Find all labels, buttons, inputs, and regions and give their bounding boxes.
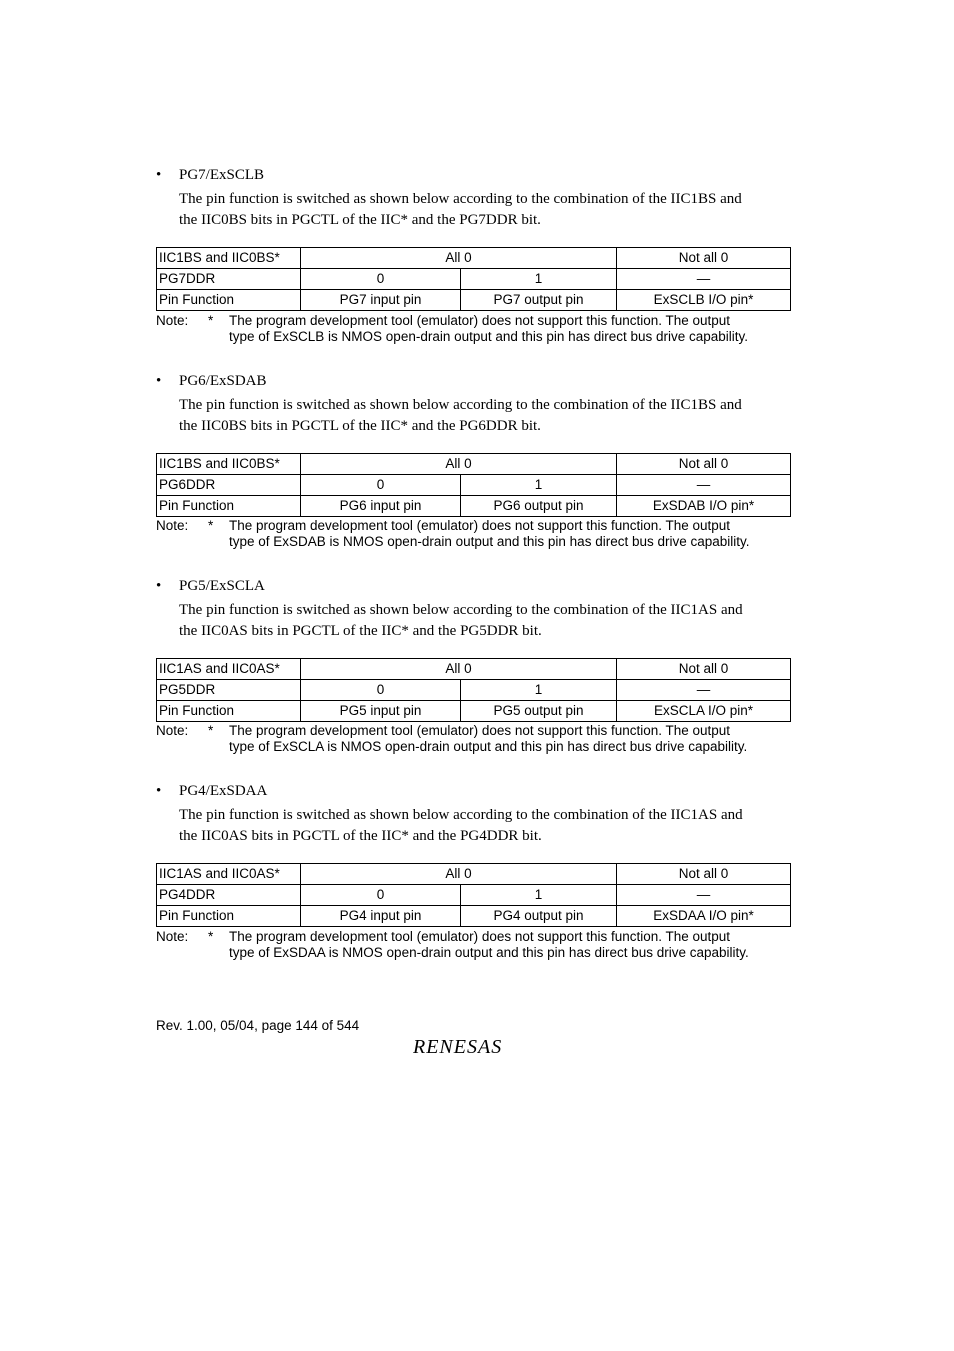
note-label: Note: <box>156 723 189 738</box>
para-line: the IIC0AS bits in PGCTL of the IIC* and the PG5DDR bit. <box>179 623 542 639</box>
heading-text: PG6/ExSDAB <box>179 373 267 389</box>
table-cell: PG6 output pin <box>461 496 617 517</box>
pin-function-table <box>156 658 791 722</box>
table-cell: — <box>617 475 791 496</box>
table-cell: — <box>617 885 791 906</box>
para-line: the IIC0BS bits in PGCTL of the IIC* and the PG7DDR bit. <box>179 212 541 228</box>
table-cell: IIC1AS and IIC0AS* <box>157 659 301 680</box>
section-pg7 <box>156 165 790 344</box>
renesas-logo <box>413 1035 535 1057</box>
table-cell: ExSDAB I/O pin* <box>617 496 791 517</box>
note-label: Note: <box>156 929 189 944</box>
table-cell: PG6DDR <box>157 475 301 496</box>
table-cell: Not all 0 <box>617 659 791 680</box>
table-cell: PG4 input pin <box>301 906 461 927</box>
table-cell: PG5 output pin <box>461 701 617 722</box>
table-cell: 0 <box>301 680 461 701</box>
table-row <box>157 864 791 885</box>
table-cell: 1 <box>461 475 617 496</box>
note-label: Note: <box>156 518 189 533</box>
bullet-icon: • <box>156 783 162 799</box>
section-heading <box>156 165 790 185</box>
table-cell: 1 <box>461 680 617 701</box>
section-pg5 <box>156 576 790 754</box>
table-cell: PG4 output pin <box>461 906 617 927</box>
para-line: The pin function is switched as shown below according to the combination of the IIC1BS and <box>179 397 742 413</box>
table-cell: Not all 0 <box>617 454 791 475</box>
table-cell: PG6 input pin <box>301 496 461 517</box>
table-cell: PG7DDR <box>157 269 301 290</box>
note-line: type of ExSDAA is NMOS open-drain output and this pin has direct bus drive capability. <box>229 945 749 960</box>
table-cell: Pin Function <box>157 906 301 927</box>
table-row <box>157 454 791 475</box>
bullet-icon: • <box>156 167 162 183</box>
para-line: The pin function is switched as shown below according to the combination of the IIC1AS and <box>179 807 743 823</box>
note-line: type of ExSCLB is NMOS open-drain output and this pin has direct bus drive capability. <box>229 329 749 344</box>
table-cell: ExSCLA I/O pin* <box>617 701 791 722</box>
bullet-icon: • <box>156 578 162 594</box>
table-cell: 0 <box>301 269 461 290</box>
table-cell: IIC1AS and IIC0AS* <box>157 864 301 885</box>
section-pg4 <box>156 781 790 960</box>
note-asterisk: * <box>208 313 214 328</box>
table-cell: PG7 output pin <box>461 290 617 311</box>
note-line: type of ExSDAB is NMOS open-drain output and this pin has direct bus drive capability. <box>229 534 750 549</box>
section-paragraph <box>179 805 790 847</box>
table-cell: PG4DDR <box>157 885 301 906</box>
table-cell: ExSDAA I/O pin* <box>617 906 791 927</box>
para-line: The pin function is switched as shown below according to the combination of the IIC1AS and <box>179 602 743 618</box>
section-heading <box>156 781 790 801</box>
table-row <box>157 659 791 680</box>
table-row <box>157 885 791 906</box>
para-line: the IIC0AS bits in PGCTL of the IIC* and the PG4DDR bit. <box>179 828 542 844</box>
para-line: the IIC0BS bits in PGCTL of the IIC* and the PG6DDR bit. <box>179 418 541 434</box>
pin-function-table <box>156 863 791 927</box>
table-row <box>157 248 791 269</box>
table-cell: Not all 0 <box>617 248 791 269</box>
heading-text: PG7/ExSCLB <box>179 167 265 183</box>
note-asterisk: * <box>208 929 214 944</box>
table-cell: All 0 <box>301 864 617 885</box>
pin-function-table <box>156 453 791 517</box>
table-row <box>157 475 791 496</box>
table-cell: Pin Function <box>157 290 301 311</box>
note-line: The program development tool (emulator) does not support this function. The output <box>229 518 731 533</box>
pin-function-table <box>156 247 791 311</box>
table-cell: Pin Function <box>157 496 301 517</box>
table-row <box>157 290 791 311</box>
section-pg6 <box>156 371 790 549</box>
note-text <box>229 723 799 755</box>
table-cell: 1 <box>461 885 617 906</box>
note-asterisk: * <box>208 518 214 533</box>
note-text <box>229 518 799 550</box>
table-cell: — <box>617 680 791 701</box>
table-cell: — <box>617 269 791 290</box>
section-paragraph <box>179 189 790 231</box>
note-line: The program development tool (emulator) does not support this function. The output <box>229 313 731 328</box>
bullet-icon: • <box>156 373 162 389</box>
table-cell: Pin Function <box>157 701 301 722</box>
table-cell: 1 <box>461 269 617 290</box>
logo-text: RENESAS <box>413 1036 503 1057</box>
table-cell: PG5 input pin <box>301 701 461 722</box>
table-cell: IIC1BS and IIC0BS* <box>157 454 301 475</box>
note-text <box>229 929 799 961</box>
section-paragraph <box>179 600 790 642</box>
table-row <box>157 906 791 927</box>
note-text <box>229 313 799 345</box>
note-asterisk: * <box>208 723 214 738</box>
table-cell: All 0 <box>301 248 617 269</box>
table-cell: ExSCLB I/O pin* <box>617 290 791 311</box>
section-paragraph <box>179 395 790 437</box>
table-cell: PG7 input pin <box>301 290 461 311</box>
table-row <box>157 680 791 701</box>
table-cell: 0 <box>301 475 461 496</box>
heading-text: PG4/ExSDAA <box>179 783 268 799</box>
table-cell: All 0 <box>301 454 617 475</box>
table-cell: All 0 <box>301 659 617 680</box>
table-row <box>157 701 791 722</box>
table-row <box>157 269 791 290</box>
note-line: type of ExSCLA is NMOS open-drain output and this pin has direct bus drive capability. <box>229 739 748 754</box>
heading-text: PG5/ExSCLA <box>179 578 265 594</box>
note-label: Note: <box>156 313 189 328</box>
table-cell: Not all 0 <box>617 864 791 885</box>
table-cell: PG5DDR <box>157 680 301 701</box>
page-footer: Rev. 1.00, 05/04, page 144 of 544 <box>156 1018 360 1033</box>
table-cell: 0 <box>301 885 461 906</box>
section-heading <box>156 576 790 596</box>
note-line: The program development tool (emulator) does not support this function. The output <box>229 723 731 738</box>
table-row <box>157 496 791 517</box>
para-line: The pin function is switched as shown below according to the combination of the IIC1BS and <box>179 191 742 207</box>
note-line: The program development tool (emulator) does not support this function. The output <box>229 929 731 944</box>
table-cell: IIC1BS and IIC0BS* <box>157 248 301 269</box>
section-heading <box>156 371 790 391</box>
